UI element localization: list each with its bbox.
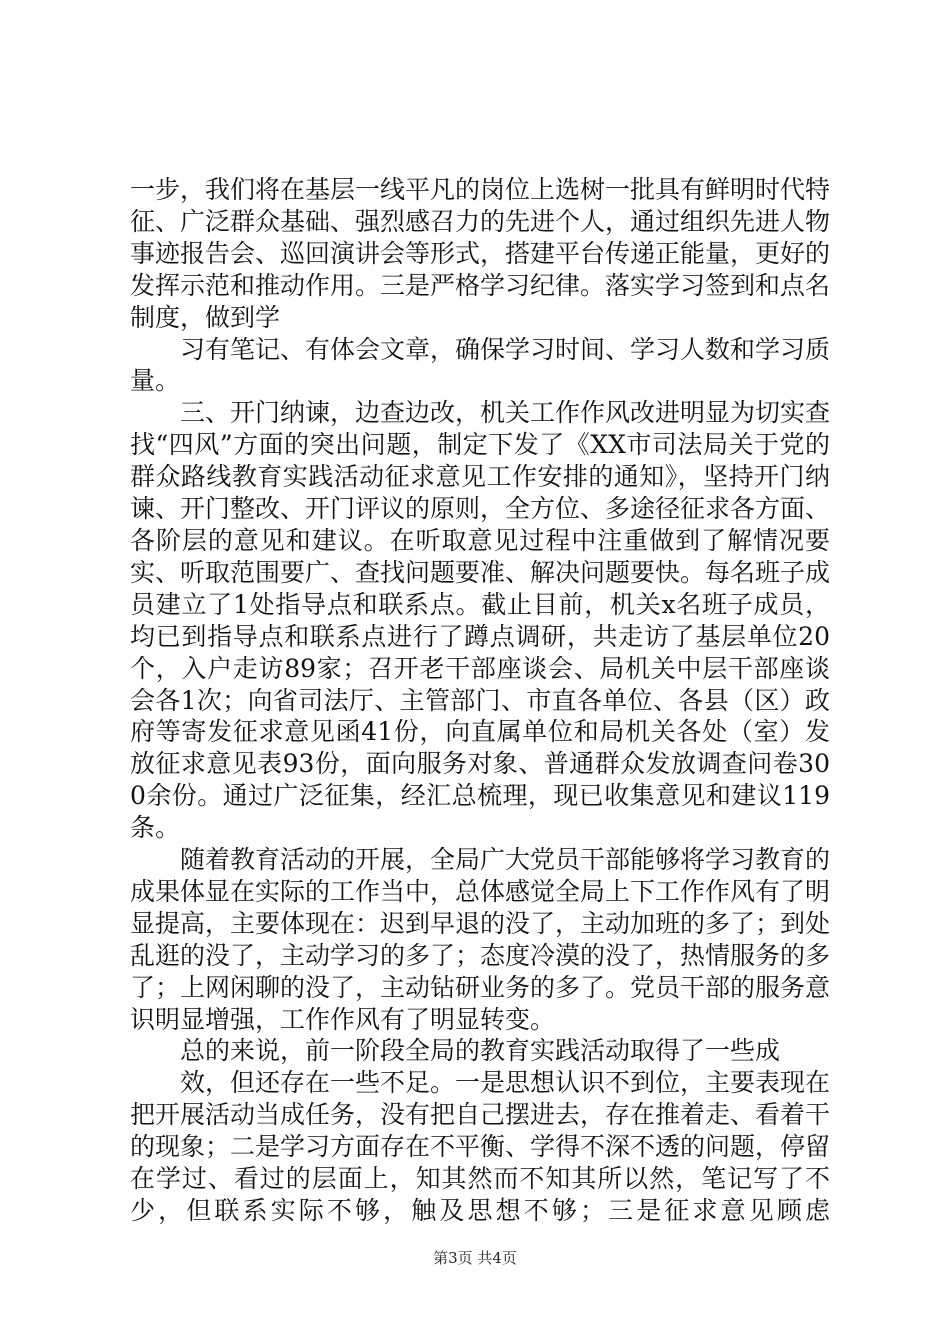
paragraph-open-consultation: 三、开门纳谏，边查边改，机关工作作风改进明显为切实查找“四风”方面的突出问题，制定下发了《XX市司法局关于党的群众路线教育实践活动征求意见工作安排的通知》，坚持开门纳谏、开门整改、开门评议的原则，全方位、多途径征求各方面、各阶层的意见和建议。在听取意见过程中注重做到了解情况要实、听取范围要广、查找问题要准、解决问题要快。每名班子成员建立了1处指导点和联系点。截止目前，机关x名班子成员，均已到指导点和联系点进行了蹲点调研，共走访了基层单位20个，入户走访89家；召开老干部座谈会、局机关中层干部座谈会各1次；向省司法厅、主管部门、市直各单位、各县（区）政府等寄发征求意见函41份，向直属单位和局机关各处（室）发放征求意见表93份，面向服务对象、普通群众发放调查问卷300余份。通过广泛征集，经汇总梳理，现已收集意见和建议119条。 [130, 398, 831, 843]
paragraph-continuation: 一步，我们将在基层一线平凡的岗位上选树一批具有鲜明时代特征、广泛群众基础、强烈感召力的先进个人，通过组织先进人物事迹报告会、巡回演讲会等形式，搭建平台传递正能量，更好的发挥示范和推动作用。三是严格学习纪律。落实学习签到和点名制度，做到学 [130, 175, 831, 332]
page-footer [0, 1248, 950, 1268]
paragraph-work-style: 随着教育活动的开展，全局广大党员干部能够将学习教育的成果体显在实际的工作当中，总体感觉全局上下工作作风有了明显提高，主要体现在：迟到早退的没了，主动加班的多了；到处乱逛的没了，主动学习的多了；态度冷漠的没了，热情服务的多了；上网闲聊的没了，主动钻研业务的多了。党员干部的服务意识明显增强，工作作风有了明显转变。 [130, 845, 831, 1034]
paragraph-summary-start: 总的来说，前一阶段全局的教育实践活动取得了一些成 [180, 1036, 781, 1066]
document-body [130, 174, 830, 1227]
page-indicator: 第3页 共4页 [433, 1249, 517, 1267]
paragraph-shortcomings: 效，但还存在一些不足。一是思想认识不到位，主要表现在把开展活动当成任务，没有把自己摆进去，存在推着走、看着干的现象；二是学习方面存在不平衡、学得不深不透的问题，停留在学过、看过的层面上，知其然而不知其所以然，笔记写了不少，但联系实际不够，触及思想不够；三是征求意见顾虑 [130, 1068, 831, 1225]
paragraph-study-quality: 习有笔记、有体会文章，确保学习时间、学习人数和学习质量。 [130, 334, 831, 396]
